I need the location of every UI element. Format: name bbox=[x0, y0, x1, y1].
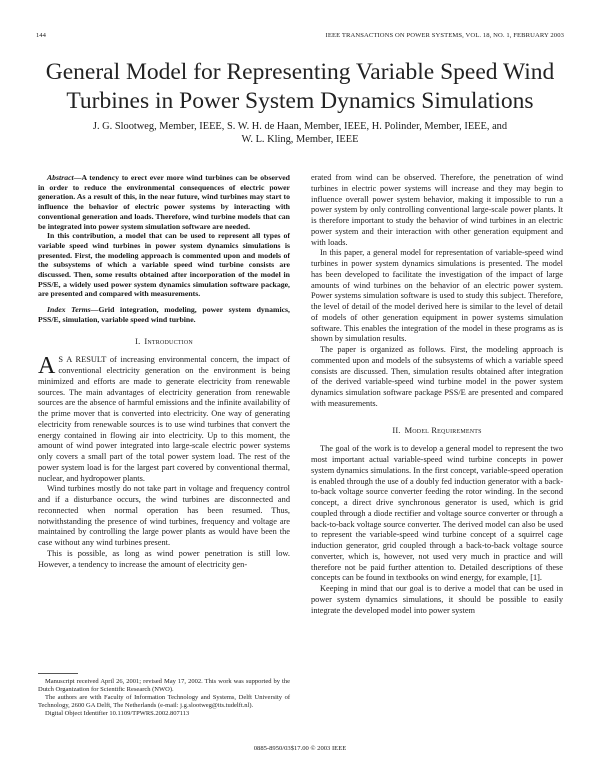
intro-paragraph-3-continued: erated from wind can be observed. Therefore, the penetration of wind turbines in electric power systems will increase and they may begin to influence overall power system behavior, making it impossible to run a power system by only controlling conventional large-scale power plants. It is therefore important to study the behavior of wind turbines in an electric power system and their interaction with other generation equipment and with loads. bbox=[311, 173, 563, 247]
author-list bbox=[40, 120, 560, 146]
intro-paragraph-4: In this paper, a general model for representation of variable-speed wind turbines in power system dynamics simulations is presented. The model has been developed to facilitate the investigation of the impact of large amounts of wind turbines on the behavior of an electric power system. Power systems simulation software is used to study this subject. Therefore, the level of detail of the model derived here is similar to the level of detail of models of other generation equipment in power systems simulation software. This enables the integration of the model in these programs as is shown by simulation results. bbox=[311, 248, 563, 344]
index-terms-text: Grid integration, modeling, power system dynamics, PSS/E, simulation, variable speed wind turbine. bbox=[38, 305, 290, 324]
abstract-paragraph-2: In this contribution, a model that can be used to represent all types of variable speed wind turbines in power system dynamics simulations is presented. First, the modeling approach is commented upon and models of the subsystems of which a variable speed wind turbine consists are discussed. Then, some results obtained after incorporation of the model in PSS/E, a widely used power system dynamics simulation software package, are presented and compared with measurements. bbox=[38, 231, 290, 299]
intro-paragraph-5: The paper is organized as follows. First, the modeling approach is commented upon and models of the subsystems of which a variable speed consists are discussed. Then, simulation results obtained after integration of the derived variable-speed wind turbine model in the power system dynamics simulation software package PSS/E are presented and compared with measurements. bbox=[311, 345, 563, 408]
lead-words: S A RESULT bbox=[58, 355, 107, 365]
footnote-doi: Digital Object Identifier 10.1109/TPWRS.2002.807113 bbox=[45, 710, 190, 717]
requirements-paragraph-1: The goal of the work is to develop a general model to represent the two most important actual variable-speed wind turbine concepts in power system dynamics simulations. In the first concept, variable-speed operation is enabled through the use of a doubly fed induction generator with a back-to-back voltage source converter feeding the rotor winding. In the second concept, a direct drive synchronous generator is used, which is grid coupled through a diode rectifier and voltage source converter or through a back-to-back voltage source converter. The derived model can also be used to represent the variable-speed wind turbine concept of a squirrel cage induction generator, grid coupled through a back-to-back voltage source converter, which is, however, not used very much in practice and will therefore not be paid further attention to. Detailed descriptions of these concepts can be found in textbooks on wind energy, for example, [1]. bbox=[311, 444, 563, 583]
index-terms-label: Index Terms— bbox=[47, 305, 99, 315]
abstract-paragraph-1 bbox=[38, 173, 290, 231]
section-heading-introduction bbox=[38, 337, 290, 348]
left-column bbox=[38, 173, 290, 570]
intro-paragraph-2: Wind turbines mostly do not take part in voltage and frequency control and if a disturbance occurs, the wind turbines are disconnected and reconnected when normal operation has been resumed. Thus, notwithstanding the presence of wind turbines, frequency and voltage are maintained by controlling the large power plants as would have been the case without any wind turbines present. bbox=[38, 484, 290, 548]
section-number: I. bbox=[135, 336, 141, 346]
abstract-label: Abstract— bbox=[47, 173, 82, 182]
page-number: 144 bbox=[36, 32, 46, 39]
title-line-1: General Model for Representing Variable Speed Wind bbox=[45, 59, 555, 85]
requirements-paragraph-2: Keeping in mind that our goal is to derive a model that can be used in power system dynamics simulations, it should be possible to easily integrate the developed model into power system bbox=[311, 584, 563, 615]
title-line-2: Turbines in Power System Dynamics Simulations bbox=[66, 88, 534, 114]
abstract-text-1: A tendency to erect ever more wind turbines can be observed in order to reduce the environmental consequences of electric power generation. As a result of this, in the near future, wind turbines may start to influence the behavior of electric power systems by interacting with conventional generation and loads. Therefore, wind turbine models that can be integrated into power system simulation software are needed. bbox=[38, 173, 290, 231]
footnote-affiliation: The authors are with Faculty of Information Technology and Systems, Delft University of Technology, 2600 GA Delft, The Netherlands (e-mail: j.g.slootweg@its.tudelft.nl). bbox=[38, 694, 290, 709]
intro-text-1: of increasing environmental concern, the impact of conventional electricity generation on the environment is being minimized and efforts are made to generate electricity from renewable sources. The main advantages of electricity generation from renewable sources are the absence of harmful emissions and the infinite availability of the prime mover that is converted into electricity. One way of generating electricity from renewable sources is to use wind turbines that convert the energy contained in flowing air into electricity. Up to this moment, the amount of wind power integrated into large-scale electric power systems only covers a small part of the total power system load. The rest of the power system load is for the largest part covered by conventional thermal, nuclear, and hydropower plants. bbox=[38, 355, 290, 483]
index-terms bbox=[38, 305, 290, 324]
footnotes bbox=[38, 673, 290, 718]
copyright-line: 0885-8950/03$17.00 © 2003 IEEE bbox=[253, 745, 347, 752]
abstract bbox=[38, 173, 290, 299]
drop-cap: A bbox=[38, 353, 56, 380]
section-heading-model-requirements bbox=[311, 426, 563, 437]
authors-line-2: W. L. Kling, Member, IEEE bbox=[241, 134, 359, 145]
footnote-rule bbox=[38, 673, 78, 674]
right-column bbox=[311, 173, 563, 616]
running-header bbox=[36, 32, 564, 42]
section-title: Introduction bbox=[144, 336, 193, 346]
intro-paragraph-1 bbox=[38, 355, 290, 484]
section-number: II. bbox=[392, 425, 401, 435]
paper-title bbox=[20, 58, 580, 116]
section-title: Model Requirements bbox=[404, 425, 482, 435]
authors-line-1: J. G. Slootweg, Member, IEEE, S. W. H. de Haan, Member, IEEE, H. Polinder, Member, IEEE, and bbox=[92, 121, 508, 132]
footnote-manuscript: Manuscript received April 26, 2001; revised May 17, 2002. This work was supported by the Dutch Organization for Scientific Research (NWO). bbox=[38, 678, 290, 693]
journal-header: IEEE TRANSACTIONS ON POWER SYSTEMS, VOL. 18, NO. 1, FEBRUARY 2003 bbox=[325, 32, 564, 39]
intro-paragraph-3: This is possible, as long as wind power penetration is still low. However, a tendency to increase the amount of electricity gen- bbox=[38, 548, 290, 569]
